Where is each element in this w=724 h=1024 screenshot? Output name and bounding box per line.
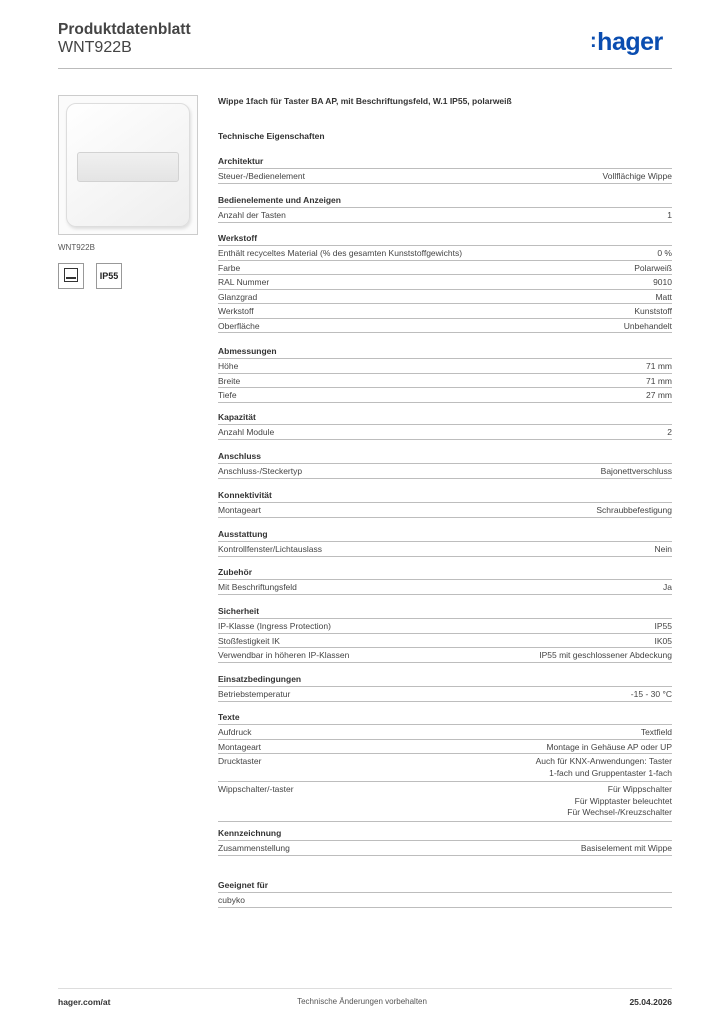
- spec-label: Werkstoff: [218, 306, 254, 316]
- spec-label: Farbe: [218, 262, 241, 273]
- spec-row: [218, 260, 672, 275]
- spec-value: Unbehandelt: [623, 320, 672, 331]
- spec-value: Textfield: [640, 727, 672, 737]
- spec-row: [218, 892, 672, 907]
- spec-row: [218, 579, 672, 594]
- section-title: Konnektivität: [218, 490, 272, 500]
- spec-label: Enthält recyceltes Material (% des gesamten Kunststoffgewichts): [218, 248, 463, 258]
- spec-label: Stoßfestigkeit IK: [218, 635, 280, 646]
- spec-label: Aufdruck: [218, 727, 252, 737]
- spec-row: [218, 424, 672, 439]
- spec-label: Anschluss-/Steckertyp: [218, 466, 303, 476]
- spec-label: Betriebstemperatur: [218, 689, 291, 699]
- spec-value: Kunststoff: [634, 306, 672, 316]
- spec-label: Breite: [218, 375, 241, 386]
- section-divider: [218, 183, 672, 184]
- spec-label: Zusammenstellung: [218, 843, 290, 853]
- product-description: Wippe 1fach für Taster BA AP, mit Beschriftungsfeld, W.1 IP55, polarweiß: [218, 96, 512, 106]
- section-title: Werkstoff: [218, 233, 258, 243]
- section-divider: [218, 222, 672, 223]
- section-divider: [218, 821, 672, 822]
- spec-row: [218, 373, 672, 388]
- spec-row: [218, 502, 672, 517]
- spec-label: RAL Nummer: [218, 277, 270, 287]
- spec-label: Wippschalter/-taster: [218, 784, 294, 794]
- spec-value: Montage in Gehäuse AP oder UP: [546, 741, 672, 752]
- spec-value: IK05: [654, 635, 672, 646]
- section-divider: [218, 517, 672, 518]
- footer-disclaimer: Technische Änderungen vorbehalten: [297, 997, 427, 1006]
- spec-value: Nein: [654, 544, 672, 554]
- spec-row: [218, 739, 672, 754]
- ip55-icon: IP55: [96, 263, 122, 289]
- spec-row: [218, 207, 672, 222]
- spec-value: 1: [667, 210, 672, 220]
- spec-label: Montageart: [218, 741, 261, 752]
- spec-row: [218, 753, 672, 781]
- spec-value: 27 mm: [646, 390, 672, 400]
- hager-logo: :hager: [590, 28, 663, 56]
- section-divider: [218, 594, 672, 595]
- spec-label: Drucktaster: [218, 756, 262, 766]
- spec-row: [218, 387, 672, 402]
- spec-value: IP55 mit geschlossener Abdeckung: [539, 650, 672, 660]
- footer-website: hager.com/at: [58, 997, 111, 1007]
- spec-row: [218, 318, 672, 333]
- spec-value: Basiselement mit Wippe: [580, 843, 672, 853]
- section-title: Kennzeichnung: [218, 828, 282, 838]
- spec-label: Tiefe: [218, 390, 237, 400]
- spec-value: Vollflächige Wippe: [602, 171, 672, 181]
- header-divider: [58, 68, 672, 69]
- section-title: Ausstattung: [218, 529, 268, 539]
- spec-label: Steuer-/Bedienelement: [218, 171, 305, 181]
- spec-value: Für Wippschalter Für Wipptaster beleuchtet Für Wechsel-/Kreuzschalter: [567, 784, 672, 817]
- section-divider: [218, 332, 672, 333]
- image-caption: WNT922B: [58, 243, 95, 252]
- spec-row: [218, 274, 672, 289]
- section-title: Kapazität: [218, 412, 256, 422]
- product-image: [58, 95, 198, 235]
- spec-row: [218, 168, 672, 183]
- spec-value: -15 - 30 °C: [630, 689, 672, 699]
- spec-label: Kontrollfenster/Lichtauslass: [218, 544, 322, 554]
- spec-row: [218, 245, 672, 260]
- section-divider: [218, 402, 672, 403]
- section-title: Geeignet für: [218, 880, 269, 890]
- section-divider: [218, 907, 672, 908]
- spec-row: [218, 840, 672, 855]
- spec-row: [218, 618, 672, 633]
- section-title: Architektur: [218, 156, 264, 166]
- section-title: Zubehör: [218, 567, 252, 577]
- spec-label: cubyko: [218, 895, 245, 905]
- section-divider: [218, 478, 672, 479]
- page-title: Produktdatenblatt: [58, 21, 191, 38]
- section-title: Einsatzbedingungen: [218, 674, 302, 684]
- spec-row: [218, 463, 672, 478]
- spec-row: [218, 303, 672, 318]
- spec-row: [218, 633, 672, 648]
- spec-row: [218, 647, 672, 662]
- surface-mount-icon: [58, 263, 84, 289]
- spec-row: [218, 781, 672, 821]
- section-title: Abmessungen: [218, 346, 277, 356]
- spec-label: IP-Klasse (Ingress Protection): [218, 621, 331, 631]
- section-title: Anschluss: [218, 451, 261, 461]
- spec-value: IP55: [654, 621, 672, 631]
- spec-value: Ja: [663, 582, 672, 592]
- section-divider: [218, 439, 672, 440]
- spec-label: Höhe: [218, 361, 239, 371]
- spec-row: [218, 541, 672, 556]
- spec-value: Bajonettverschluss: [600, 466, 672, 476]
- spec-value: 71 mm: [646, 361, 672, 371]
- spec-label: Anzahl Module: [218, 427, 275, 437]
- tech-heading: Technische Eigenschaften: [218, 131, 325, 141]
- spec-value: 71 mm: [646, 375, 672, 386]
- spec-label: Anzahl der Tasten: [218, 210, 286, 220]
- section-title: Texte: [218, 712, 240, 722]
- spec-label: Oberfläche: [218, 320, 260, 331]
- spec-label: Montageart: [218, 505, 261, 515]
- spec-row: [218, 724, 672, 739]
- section-divider: [218, 662, 672, 663]
- label-field: [77, 152, 179, 182]
- spec-value: 2: [667, 427, 672, 437]
- spec-row: [218, 686, 672, 701]
- footer-divider: [58, 988, 672, 989]
- section-divider: [218, 556, 672, 557]
- product-code: WNT922B: [58, 39, 132, 56]
- spec-label: Verwendbar in höheren IP-Klassen: [218, 650, 350, 660]
- spec-row: [218, 358, 672, 373]
- spec-value: Schraubbefestigung: [596, 505, 672, 515]
- spec-value: Auch für KNX-Anwendungen: Taster 1-fach und Gruppentaster 1-fach: [535, 756, 672, 778]
- spec-value: Matt: [655, 291, 672, 302]
- section-divider: [218, 701, 672, 702]
- spec-label: Glanzgrad: [218, 291, 258, 302]
- section-title: Sicherheit: [218, 606, 260, 616]
- spec-value: 0 %: [657, 248, 672, 258]
- spec-value: Polarweiß: [634, 262, 672, 273]
- spec-value: 9010: [653, 277, 672, 287]
- logo-text: hager: [597, 28, 663, 56]
- section-title: Bedienelemente und Anzeigen: [218, 195, 341, 205]
- spec-label: Mit Beschriftungsfeld: [218, 582, 297, 592]
- spec-row: [218, 289, 672, 304]
- section-divider: [218, 855, 672, 856]
- footer-date: 25.04.2026: [629, 997, 672, 1007]
